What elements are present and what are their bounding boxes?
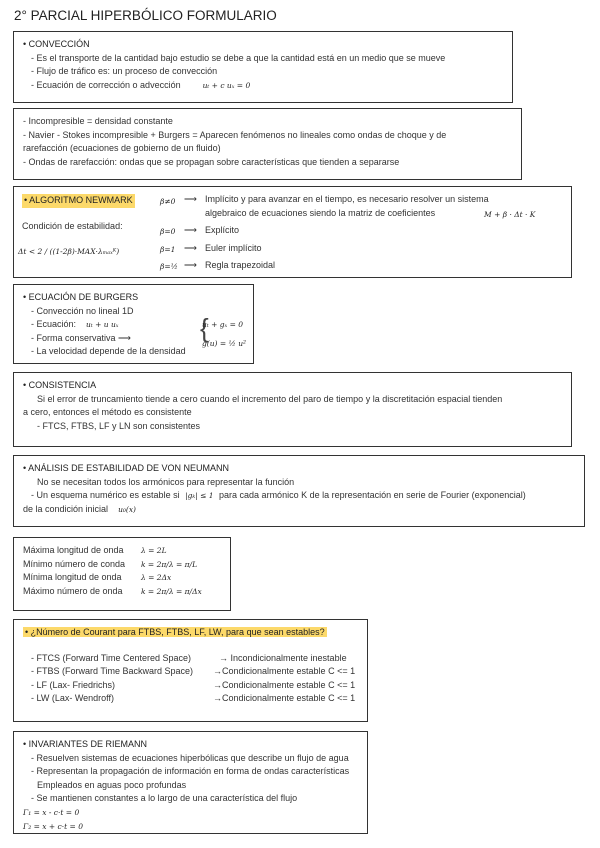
row-text: algebraico de ecuaciones siendo la matriz de coeficientes: [205, 208, 436, 218]
consistencia-box: [13, 372, 572, 447]
result: → Incondicionalmente inestable: [219, 652, 347, 663]
row-text: Regla trapezoidal: [205, 260, 276, 270]
arrow-icon: ⟶: [184, 243, 197, 253]
line: - Incompresible = densidad constante: [23, 116, 173, 126]
heading: • ¿Número de Courant para FTBS, FTBS, LF, LW, para que sean estables?: [25, 627, 325, 637]
label: Mínima longitud de onda: [23, 572, 122, 583]
line: - Ondas de rarefacción: ondas que se propagan sobre características que tienden a separarse: [23, 156, 400, 167]
heading: • INVARIANTES DE RIEMANN: [23, 739, 148, 749]
matrix-formula: M + β · Δt · K: [484, 210, 536, 219]
scheme: - LF (Lax- Friedrichs): [31, 679, 116, 690]
line: - Es el transporte de la cantidad bajo estudio se debe a que la cantidad está en un medio que se mueve: [31, 52, 446, 63]
ondas-box: [13, 537, 231, 611]
arrow-icon: ⟶: [184, 194, 197, 204]
row-text: Explícito: [205, 225, 240, 235]
line: de la condición inicial: [23, 503, 109, 514]
scheme: - FTBS (Forward Time Backward Space): [31, 666, 194, 677]
stability-formula: Δt < 2 / ((1-2β)·MAX·λₘₐₓᴷ): [18, 247, 120, 256]
line: - Convección no lineal 1D: [31, 305, 134, 316]
heading: • CONVECCIÓN: [23, 39, 90, 49]
scheme: - LW (Lax- Wendroff): [31, 693, 115, 704]
riemann-box: [13, 731, 368, 834]
result: →Condicionalmente estable C <= 1: [213, 679, 356, 690]
line: a cero, entonces el método es consistente: [23, 407, 192, 418]
row-text: Implícito y para avanzar en el tiempo, es necesario resolver un sistema: [205, 194, 489, 204]
page-title: 2° PARCIAL HIPERBÓLICO FORMULARIO: [14, 8, 277, 23]
conveccion-box: [13, 31, 513, 103]
von-neumann-box: [13, 455, 585, 527]
scheme: - FTCS (Forward Time Centered Space): [31, 652, 192, 663]
formula: uₜ + gₓ = 0: [202, 320, 244, 329]
heading: • CONSISTENCIA: [23, 380, 97, 390]
formula: Γ₂ = x + c·t = 0: [23, 821, 83, 831]
label: Máximo número de onda: [23, 585, 123, 596]
line: Si el error de truncamiento tiende a cero cuando el incremento del paro de tiempo y la discretitación espacial tienden: [37, 393, 503, 404]
line: - FTCS, FTBS, LF y LN son consistentes: [37, 420, 201, 431]
line: - Ecuación de corrección o advección: [31, 79, 181, 90]
line: rarefacción (ecuaciones de gobierno de un fluido): [23, 143, 221, 154]
line: - Se mantienen constantes a lo largo de una característica del flujo: [31, 793, 298, 804]
arrow-icon: ⟶: [118, 332, 131, 343]
label: Mínimo número de conda: [23, 558, 126, 569]
line: - Resuelven sistemas de ecuaciones hiperbólicas que describe un flujo de agua: [31, 752, 349, 763]
heading: • ALGORITMO NEWMARK: [22, 194, 135, 208]
line: - Ecuación:: [31, 319, 77, 330]
cond: β=0: [160, 227, 176, 236]
formula: λ = 2Δx: [141, 573, 172, 583]
formula: uₜ + c uₓ = 0: [202, 80, 251, 90]
line: para cada armónico K de la representación en serie de Fourier (exponencial): [219, 490, 526, 501]
line: - Un esquema numérico es estable si: [31, 490, 180, 501]
equation: uₜ + u uₓ: [86, 320, 119, 330]
newmark-box: [13, 186, 572, 278]
line: - La velocidad depende de la densidad: [31, 346, 186, 357]
line: - Flujo de tráfico es: un proceso de convección: [31, 66, 218, 77]
line: - Representan la propagación de información en forma de ondas características: [31, 766, 350, 777]
courant-box: [13, 619, 368, 722]
arrow-icon: ⟶: [184, 225, 197, 235]
cond: β=1: [160, 245, 176, 254]
label: Máxima longitud de onda: [23, 545, 124, 555]
formula: u₀(x): [118, 504, 136, 514]
formula: g(u) = ½ u²: [202, 339, 247, 348]
formula: k = 2π/λ = π/Δx: [141, 586, 202, 596]
result: →Condicionalmente estable C <= 1: [213, 693, 356, 704]
formula: |gₖ| ≤ 1: [185, 491, 214, 501]
incompresible-box: [13, 108, 522, 180]
formula: Γ₁ = x - c·t = 0: [23, 807, 80, 817]
brace-icon: {: [200, 313, 209, 343]
formula: k = 2π/λ = π/L: [141, 559, 198, 569]
line: No se necesitan todos los armónicos para representar la función: [37, 476, 295, 487]
cond: β=½: [160, 262, 178, 271]
result: →Condicionalmente estable C <= 1: [213, 666, 356, 677]
cond: β≠0: [160, 197, 176, 206]
burgers-box: [13, 284, 254, 364]
heading: • ANÁLISIS DE ESTABILIDAD DE VON NEUMANN: [23, 463, 230, 473]
line: - Forma conservativa: [31, 332, 116, 343]
arrow-icon: ⟶: [184, 260, 197, 270]
formula: λ = 2L: [141, 546, 167, 555]
stability-label: Condición de estabilidad:: [22, 221, 123, 231]
heading: • ECUACIÓN DE BURGERS: [23, 292, 139, 302]
line: Empleados en aguas poco profundas: [37, 779, 187, 790]
line: - Navier - Stokes incompresible + Burgers = Aparecen fenómenos no lineales como ondas de choque y de: [23, 129, 447, 140]
row-text: Euler implícito: [205, 243, 262, 253]
